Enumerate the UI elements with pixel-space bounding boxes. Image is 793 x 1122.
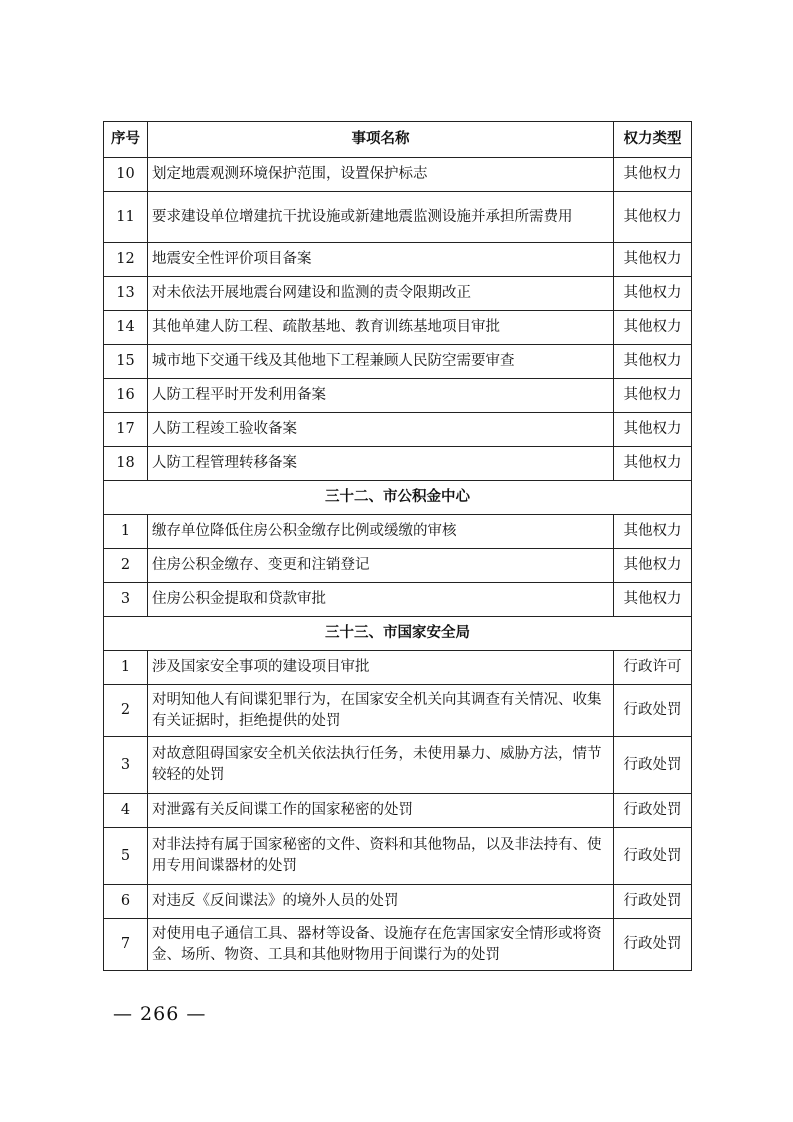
- row-item-name: 住房公积金缴存、变更和注销登记: [148, 549, 614, 583]
- row-number: 14: [104, 311, 148, 345]
- row-power-type: 其他权力: [614, 413, 692, 447]
- header-item-name: 事项名称: [148, 122, 614, 158]
- row-number: 12: [104, 243, 148, 277]
- row-power-type: 其他权力: [614, 583, 692, 617]
- row-item-name: 对未依法开展地震台网建设和监测的责令限期改正: [148, 277, 614, 311]
- row-item-name: 划定地震观测环境保护范围，设置保护标志: [148, 158, 614, 192]
- table-row: [104, 549, 692, 583]
- table-row: [104, 651, 692, 685]
- row-item-name: 对违反《反间谍法》的境外人员的处罚: [148, 885, 614, 919]
- row-power-type: 其他权力: [614, 447, 692, 481]
- row-number: 11: [104, 192, 148, 243]
- row-power-type: 其他权力: [614, 192, 692, 243]
- section-header-row: [104, 617, 692, 651]
- row-item-name: 对故意阻碍国家安全机关依法执行任务，未使用暴力、威胁方法，情节较轻的处罚: [148, 737, 614, 794]
- header-serial-number: 序号: [104, 122, 148, 158]
- row-power-type: 行政许可: [614, 651, 692, 685]
- table-row: [104, 379, 692, 413]
- row-number: 5: [104, 828, 148, 885]
- header-power-type: 权力类型: [614, 122, 692, 158]
- row-number: 3: [104, 737, 148, 794]
- row-item-name: 对使用电子通信工具、器材等设备、设施存在危害国家安全情形或将资金、场所、物资、工具和其他财物用于间谍行为的处罚: [148, 919, 614, 971]
- table-row: [104, 243, 692, 277]
- row-number: 15: [104, 345, 148, 379]
- table-row: [104, 192, 692, 243]
- row-power-type: 其他权力: [614, 277, 692, 311]
- table-row: [104, 828, 692, 885]
- row-item-name: 涉及国家安全事项的建设项目审批: [148, 651, 614, 685]
- row-number: 4: [104, 794, 148, 828]
- row-power-type: 行政处罚: [614, 794, 692, 828]
- row-item-name: 住房公积金提取和贷款审批: [148, 583, 614, 617]
- table-row: [104, 345, 692, 379]
- table-row: [104, 515, 692, 549]
- row-number: 6: [104, 885, 148, 919]
- table-row: [104, 737, 692, 794]
- row-number: 16: [104, 379, 148, 413]
- page-number: — 266 —: [113, 1003, 207, 1025]
- row-number: 10: [104, 158, 148, 192]
- row-number: 1: [104, 515, 148, 549]
- table-row: [104, 919, 692, 971]
- table-row: [104, 413, 692, 447]
- row-power-type: 行政处罚: [614, 919, 692, 971]
- table-row: [104, 794, 692, 828]
- row-item-name: 对非法持有属于国家秘密的文件、资料和其他物品，以及非法持有、使用专用间谍器材的处罚: [148, 828, 614, 885]
- row-power-type: 其他权力: [614, 549, 692, 583]
- row-number: 3: [104, 583, 148, 617]
- row-power-type: 其他权力: [614, 345, 692, 379]
- row-item-name: 缴存单位降低住房公积金缴存比例或缓缴的审核: [148, 515, 614, 549]
- section-title: 三十二、市公积金中心: [104, 481, 692, 515]
- row-number: 2: [104, 685, 148, 737]
- row-item-name: 城市地下交通干线及其他地下工程兼顾人民防空需要审查: [148, 345, 614, 379]
- power-list-table: [103, 121, 692, 971]
- row-item-name: 人防工程竣工验收备案: [148, 413, 614, 447]
- table-row: [104, 447, 692, 481]
- row-item-name: 人防工程管理转移备案: [148, 447, 614, 481]
- row-item-name: 对明知他人有间谍犯罪行为，在国家安全机关向其调查有关情况、收集有关证据时，拒绝提供的处罚: [148, 685, 614, 737]
- row-power-type: 行政处罚: [614, 828, 692, 885]
- table-row: [104, 583, 692, 617]
- row-power-type: 其他权力: [614, 243, 692, 277]
- row-number: 17: [104, 413, 148, 447]
- row-number: 18: [104, 447, 148, 481]
- row-number: 2: [104, 549, 148, 583]
- table-row: [104, 685, 692, 737]
- row-power-type: 行政处罚: [614, 737, 692, 794]
- section-title: 三十三、市国家安全局: [104, 617, 692, 651]
- row-number: 7: [104, 919, 148, 971]
- row-power-type: 其他权力: [614, 158, 692, 192]
- row-number: 1: [104, 651, 148, 685]
- table-row: [104, 311, 692, 345]
- row-power-type: 行政处罚: [614, 885, 692, 919]
- section-header-row: [104, 481, 692, 515]
- row-item-name: 其他单建人防工程、疏散基地、教育训练基地项目审批: [148, 311, 614, 345]
- table-row: [104, 277, 692, 311]
- row-number: 13: [104, 277, 148, 311]
- table-row: [104, 158, 692, 192]
- row-power-type: 其他权力: [614, 515, 692, 549]
- row-power-type: 其他权力: [614, 311, 692, 345]
- row-item-name: 人防工程平时开发利用备案: [148, 379, 614, 413]
- row-item-name: 要求建设单位增建抗干扰设施或新建地震监测设施并承担所需费用: [148, 192, 614, 243]
- table-header-row: [104, 122, 692, 158]
- row-power-type: 其他权力: [614, 379, 692, 413]
- row-item-name: 地震安全性评价项目备案: [148, 243, 614, 277]
- table-row: [104, 885, 692, 919]
- row-power-type: 行政处罚: [614, 685, 692, 737]
- row-item-name: 对泄露有关反间谍工作的国家秘密的处罚: [148, 794, 614, 828]
